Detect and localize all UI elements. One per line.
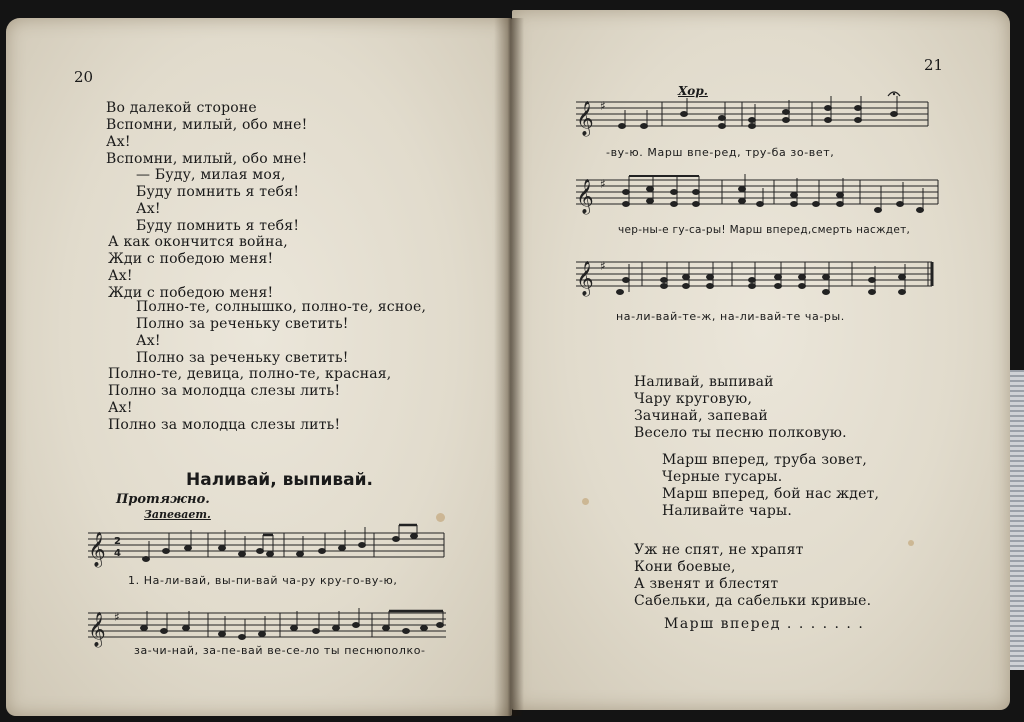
stanza-line: Наливай, выпивай bbox=[634, 374, 774, 390]
svg-text:♯: ♯ bbox=[600, 259, 606, 273]
stanza-line: Весело ты песню полковую. bbox=[634, 425, 847, 441]
music-staff-1 bbox=[84, 523, 449, 569]
stanza-line: Чару круговую, bbox=[634, 391, 753, 407]
lyrics-line-4: чер-ны-е гу-са-ры! Марш вперед,смерть насждет, bbox=[618, 224, 911, 236]
stanza-3 bbox=[108, 234, 288, 302]
stanza-line: Полно за молодца слезы лить! bbox=[108, 383, 341, 399]
svg-text:𝄞: 𝄞 bbox=[88, 612, 106, 647]
music-staff-5 bbox=[572, 250, 942, 306]
stanza-line: Буду помнить я тебя! bbox=[136, 184, 300, 200]
stanza-4 bbox=[136, 299, 426, 367]
stanza-r1 bbox=[634, 374, 847, 442]
stanza-line: Полно за реченьку светить! bbox=[136, 350, 349, 366]
stanza-line: А звенят и блестят bbox=[634, 576, 779, 592]
stanza-line: Ах! bbox=[106, 134, 131, 150]
left-page bbox=[6, 18, 512, 716]
stanza-5 bbox=[108, 366, 391, 434]
scanner-edge-strip bbox=[1010, 370, 1024, 670]
stanza-2 bbox=[136, 167, 299, 235]
svg-text:𝄞: 𝄞 bbox=[88, 532, 106, 567]
paper-stain bbox=[436, 513, 445, 522]
stanza-r2 bbox=[662, 452, 879, 520]
stanza-line: А как окончится война, bbox=[108, 234, 288, 250]
stanza-line: Наливайте чары. bbox=[662, 503, 792, 519]
svg-text:𝄞: 𝄞 bbox=[576, 101, 594, 136]
stanza-line: Кони боевые, bbox=[634, 559, 736, 575]
page-number-left: 20 bbox=[74, 68, 94, 86]
stanza-line: Вспомни, милый, обо мне! bbox=[106, 151, 308, 167]
paper-stain bbox=[908, 540, 914, 546]
stanza-1 bbox=[106, 100, 308, 168]
stanza-line: Полно за молодца слезы лить! bbox=[108, 417, 341, 433]
svg-text:𝄞: 𝄞 bbox=[576, 179, 594, 214]
stanza-line: Марш вперед . . . . . . . bbox=[664, 616, 865, 632]
stanza-line: Вспомни, милый, обо мне! bbox=[106, 117, 308, 133]
right-page bbox=[512, 10, 1010, 710]
paper-stain bbox=[582, 498, 589, 505]
stanza-line: Полно за реченьку светить! bbox=[136, 316, 349, 332]
stanza-line: Черные гусары. bbox=[662, 469, 783, 485]
svg-text:♯: ♯ bbox=[114, 610, 120, 624]
svg-text:♯: ♯ bbox=[600, 177, 606, 191]
stanza-line: Марш вперед, бой нас ждет, bbox=[662, 486, 880, 502]
stanza-line: — Буду, милая моя, bbox=[136, 167, 286, 183]
stanza-line: Зачинай, запевай bbox=[634, 408, 768, 424]
music-staff-4 bbox=[572, 168, 942, 218]
lyrics-line-5: на-ли-вай-те-ж, на-ли-вай-те ча-ры. bbox=[616, 310, 845, 323]
tempo-marking: Протяжно. bbox=[116, 492, 210, 507]
stanza-line: Ах! bbox=[108, 400, 133, 416]
stanza-r3 bbox=[634, 542, 871, 610]
stanza-line: Полно-те, девица, полно-те, красная, bbox=[108, 366, 392, 382]
lyrics-line-3: -ву-ю. Марш впе-ред, тру-ба зо-вет, bbox=[606, 146, 835, 159]
stanza-r4 bbox=[664, 616, 864, 633]
stanza-line: Буду помнить я тебя! bbox=[136, 218, 300, 234]
page-number-right: 21 bbox=[924, 56, 944, 74]
lyrics-line-2: за-чи-най, за-пе-вай ве-се-ло ты песнюполко- bbox=[134, 644, 426, 657]
stanza-line: Жди с победою меня! bbox=[108, 285, 274, 301]
stanza-line: Ах! bbox=[136, 333, 161, 349]
chorus-label: Хор. bbox=[678, 84, 708, 98]
music-staff-3 bbox=[572, 90, 932, 140]
lyrics-line-1: 1. На-ли-вай, вы-пи-вай ча-ру кру-го-ву-ю, bbox=[128, 574, 398, 587]
voice-label: Запевает. bbox=[144, 508, 211, 521]
stanza-line: Ах! bbox=[108, 268, 133, 284]
music-staff-2 bbox=[84, 603, 449, 649]
stanza-line: Жди с победою меня! bbox=[108, 251, 274, 267]
stanza-line: Ах! bbox=[136, 201, 161, 217]
stanza-line: Во далекой стороне bbox=[106, 100, 257, 116]
stanza-line: Полно-те, солнышко, полно-те, ясное, bbox=[136, 299, 427, 315]
stanza-line: Сабельки, да сабельки кривые. bbox=[634, 593, 872, 609]
svg-text:♯: ♯ bbox=[600, 99, 606, 113]
svg-text:4: 4 bbox=[114, 548, 121, 559]
song-title: Наливай, выпивай. bbox=[186, 470, 373, 490]
svg-text:𝄞: 𝄞 bbox=[576, 261, 594, 296]
stanza-line: Марш вперед, труба зовет, bbox=[662, 452, 867, 468]
svg-text:2: 2 bbox=[114, 536, 121, 547]
stanza-line: Уж не спят, не храпят bbox=[634, 542, 804, 558]
